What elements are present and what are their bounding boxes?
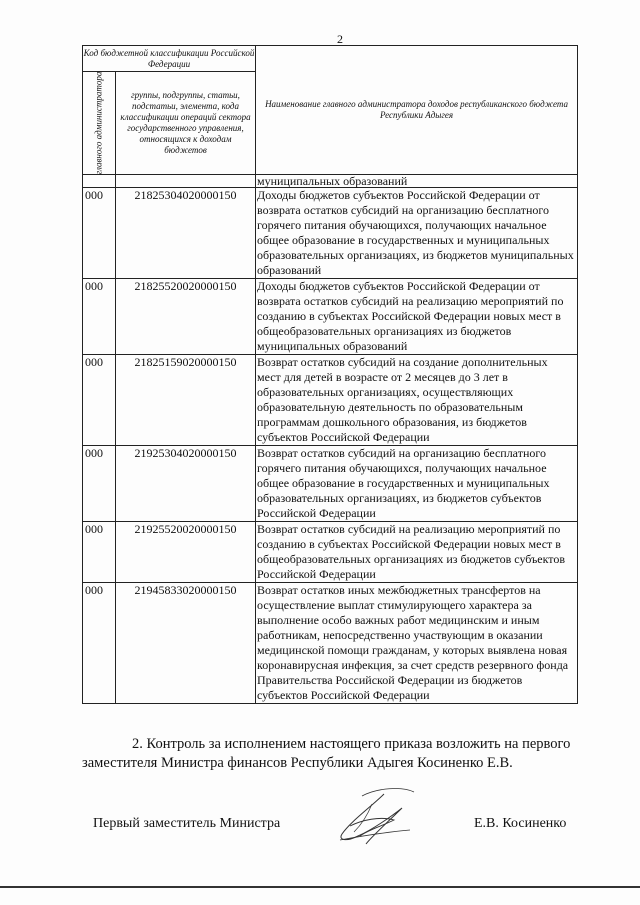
admin-code-cell	[83, 175, 116, 188]
name-cell: Доходы бюджетов субъектов Российской Федерации от возврата остатков субсидий на реализацию мероприятий по созданию в субъектах Российской Федерации новых мест в общеобразовательных организациях из бюджетов муниципальных образований	[256, 279, 578, 355]
admin-name-header: Наименование главного администратора доходов республиканского бюджета Республики Адыгея	[256, 46, 578, 175]
admin-code-cell: 000	[83, 355, 116, 446]
table-row	[83, 583, 578, 704]
kbk-cell: 21925304020000150	[116, 446, 256, 522]
table-header-row-1	[83, 46, 578, 72]
name-cell: Возврат остатков иных межбюджетных трансфертов на осуществление выплат стимулирующего характера за выполнение особо важных работ медицинским и иным работникам, непосредственно участвующим в оказании медицинской помощи гражданам, у которых выявлена новая коронавирусная инфекция, за счет средств резервного фонда Правительства Российской Федерации из бюджетов субъектов Российской Федерации	[256, 583, 578, 704]
control-paragraph: 2. Контроль за исполнением настоящего приказа возложить на первого заместителя Министра финансов Республики Адыгея Косиненко Е.В.	[82, 736, 571, 771]
name-cell: муниципальных образований	[256, 175, 578, 188]
table-body	[83, 188, 578, 704]
kbk-cell: 21925520020000150	[116, 522, 256, 583]
kbk-cell: 21825520020000150	[116, 279, 256, 355]
admin-code-header-cell	[83, 72, 116, 175]
page-number: 2	[337, 32, 343, 46]
page-bottom-border	[0, 886, 640, 888]
name-cell: Возврат остатков субсидий на организацию бесплатного горячего питания обучающихся, получающих начальное общее образование в государственных и муниципальных образовательных организациях, из бюджетов субъектов Российской Федерации	[256, 446, 578, 522]
table-row	[83, 446, 578, 522]
income-code-header: группы, подгруппы, статьи, подстатьи, элемента, кода классификации операций сектора государственного управления, относящихся к доходам бюджетов	[116, 72, 256, 175]
kbk-group-header: Код бюджетной классификации Российской Федерации	[83, 46, 256, 72]
budget-classification-table	[82, 45, 578, 704]
table-row-continuation	[83, 175, 578, 188]
table-row	[83, 188, 578, 279]
name-cell: Возврат остатков субсидий на создание дополнительных мест для детей в возрасте от 2 месяцев до 3 лет в образовательных организациях, осуществляющих образовательную деятельность по образовательным программам дошкольного образования, из бюджетов субъектов Российской Федерации	[256, 355, 578, 446]
admin-code-cell: 000	[83, 188, 116, 279]
signatory-title: Первый заместитель Министра	[93, 816, 281, 831]
kbk-cell: 21825304020000150	[116, 188, 256, 279]
table-row	[83, 279, 578, 355]
kbk-cell: 21825159020000150	[116, 355, 256, 446]
name-cell: Возврат остатков субсидий на реализацию мероприятий по созданию в субъектах Российской Федерации новых мест в общеобразовательных организациях из бюджетов субъектов Российской Федерации	[256, 522, 578, 583]
kbk-cell: 21945833020000150	[116, 583, 256, 704]
handwritten-signature	[332, 786, 422, 848]
admin-code-header: главного администратора	[93, 71, 104, 175]
admin-code-cell: 000	[83, 279, 116, 355]
signatory-name: Е.В. Косиненко	[474, 816, 567, 831]
kbk-cell	[116, 175, 256, 188]
admin-code-cell: 000	[83, 522, 116, 583]
admin-code-cell: 000	[83, 446, 116, 522]
table-row	[83, 355, 578, 446]
admin-code-cell: 000	[83, 583, 116, 704]
table-row	[83, 522, 578, 583]
name-cell: Доходы бюджетов субъектов Российской Федерации от возврата остатков субсидий на организацию бесплатного горячего питания обучающихся, получающих начальное общее образование в государственных и муниципальных образовательных организациях, из бюджетов муниципальных образований	[256, 188, 578, 279]
